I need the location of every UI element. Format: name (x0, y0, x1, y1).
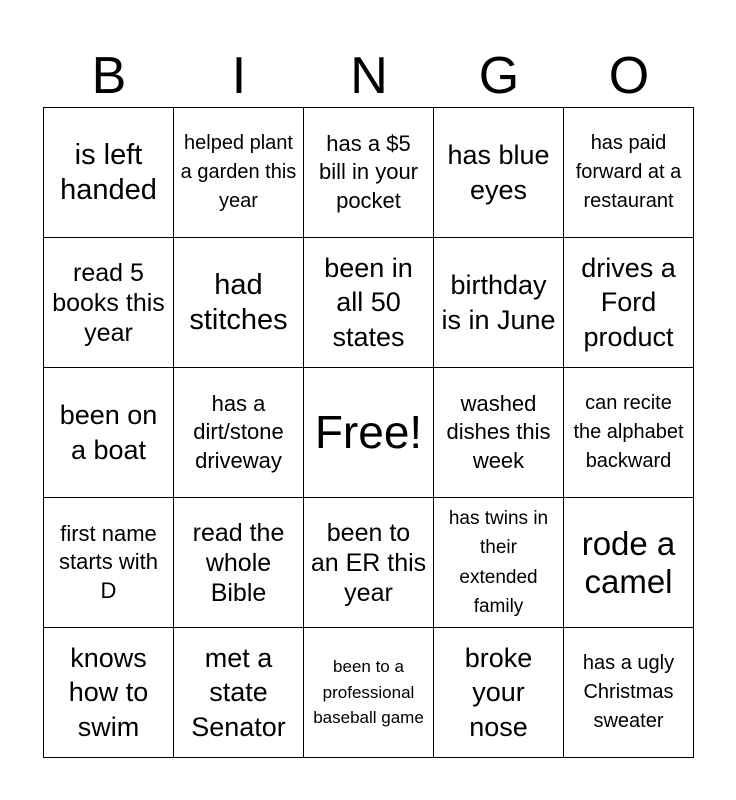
bingo-cell[interactable]: has blue eyes (434, 108, 564, 238)
header-letter-o: O (608, 47, 650, 105)
free-space-cell[interactable]: Free! (304, 368, 434, 498)
bingo-cell[interactable]: been in all 50 states (304, 238, 434, 368)
bingo-cell[interactable]: met a state Senator (174, 628, 304, 758)
bingo-cell[interactable]: birthday is in June (434, 238, 564, 368)
header-letter-n: N (350, 47, 388, 105)
bingo-header (44, 44, 694, 108)
bingo-cell[interactable]: first name starts with D (44, 498, 174, 628)
bingo-cell[interactable]: has a dirt/stone driveway (174, 368, 304, 498)
bingo-cell[interactable]: helped plant a garden this year (174, 108, 304, 238)
bingo-cell[interactable]: been to an ER this year (304, 498, 434, 628)
bingo-cell[interactable]: read 5 books this year (44, 238, 174, 368)
bingo-cell[interactable]: knows how to swim (44, 628, 174, 758)
bingo-cell[interactable]: had stitches (174, 238, 304, 368)
bingo-cell[interactable]: has a ugly Christmas sweater (564, 628, 694, 758)
bingo-cell[interactable]: has a $5 bill in your pocket (304, 108, 434, 238)
bingo-cell[interactable]: washed dishes this week (434, 368, 564, 498)
bingo-cell[interactable]: is left handed (44, 108, 174, 238)
bingo-cell[interactable]: been on a boat (44, 368, 174, 498)
bingo-cell[interactable]: broke your nose (434, 628, 564, 758)
bingo-cell[interactable]: been to a professional baseball game (304, 628, 434, 758)
bingo-board (43, 107, 694, 758)
bingo-cell[interactable]: drives a Ford product (564, 238, 694, 368)
bingo-cell[interactable]: has paid forward at a restaurant (564, 108, 694, 238)
header-letter-g: G (478, 47, 520, 105)
bingo-cell[interactable]: has twins in their extended family (434, 498, 564, 628)
bingo-cell[interactable]: rode a camel (564, 498, 694, 628)
bingo-cell[interactable]: read the whole Bible (174, 498, 304, 628)
header-letter-i: I (231, 47, 247, 105)
header-letter-b: B (91, 47, 127, 105)
bingo-cell[interactable]: can recite the alphabet backward (564, 368, 694, 498)
